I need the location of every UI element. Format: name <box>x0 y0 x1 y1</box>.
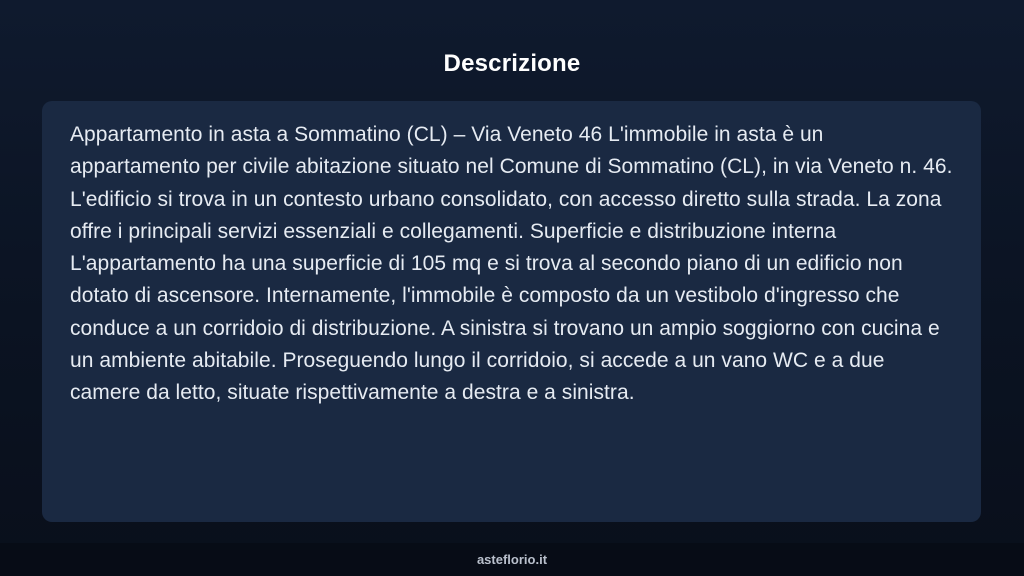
page-title: Descrizione <box>443 50 581 77</box>
footer-bar <box>0 543 1024 576</box>
footer-site-label: asteflorio.it <box>476 552 548 567</box>
description-card <box>42 101 981 522</box>
description-text: Appartamento in asta a Sommatino (CL) – Via Veneto 46 L'immobile in asta è un appartamento per civile abitazione situato nel Comune di Sommatino (CL), in via Veneto n. 46. L'edificio si trova in un contesto urbano consolidato, con accesso diretto sulla strada. La zona offre i principali servizi essenziali e collegamenti. Superficie e distribuzione interna L'appartamento ha una superficie di 105 mq e si trova al secondo piano di un edificio non dotato di ascensore. Internamente, l'immobile è composto da un vestibolo d'ingresso che conduce a un corridoio di distribuzione. A sinistra si trovano un ampio soggiorno con cucina e un ambiente abitabile. Proseguendo lungo il corridoio, si accede a un vano WC e a due camere da letto, situate rispettivamente a destra e a sinistra. <box>70 123 953 405</box>
